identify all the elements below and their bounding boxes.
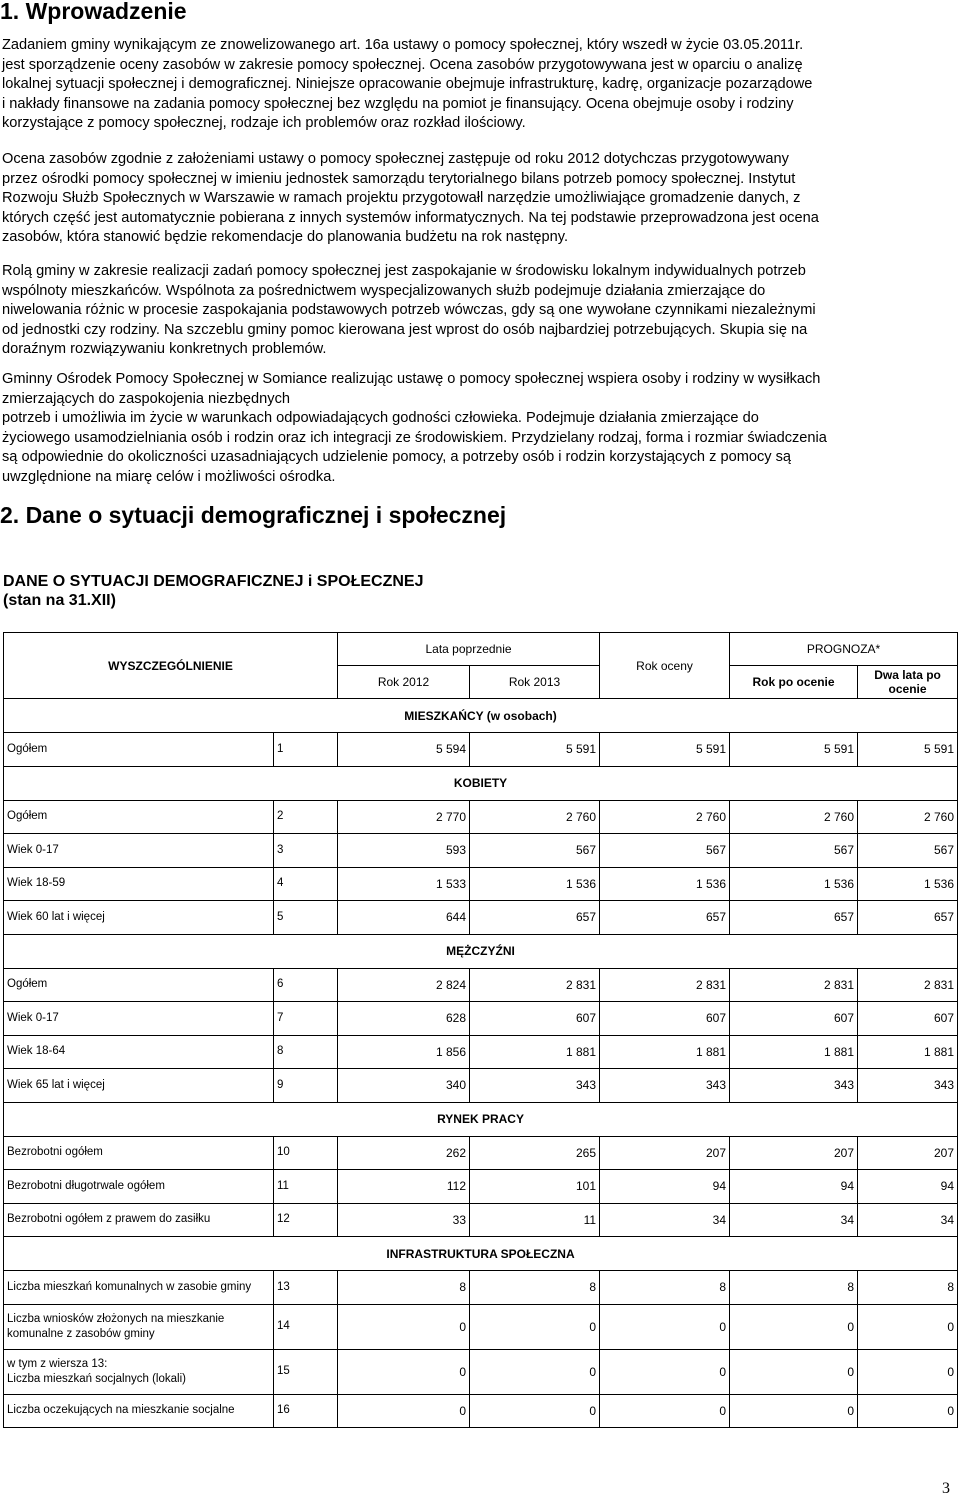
row-label-line: Liczba wniosków złożonych na mieszkanie: [7, 1312, 225, 1325]
row-number: 5: [274, 901, 338, 935]
text-line: których część jest automatycznie pobierana z innych systemów informatycznych. Na tej podstawie przeprowadzona jest ocena: [2, 209, 819, 226]
value-cell: 0: [730, 1349, 858, 1394]
table-row: [4, 968, 958, 1002]
value-cell: 112: [338, 1170, 470, 1204]
value-cell: 0: [470, 1304, 600, 1349]
intro-paragraph-2: [2, 150, 954, 248]
value-cell: 657: [470, 901, 600, 935]
header-rok-po-ocenie: Rok po ocenie: [730, 666, 858, 699]
row-label-line: Bezrobotni ogółem: [7, 1146, 103, 1159]
section-row: [4, 1102, 958, 1136]
header-prognoza: PROGNOZA*: [730, 633, 958, 666]
value-cell: 33: [338, 1203, 470, 1237]
header-wyszczegolnienie: WYSZCZEGÓLNIENIE: [4, 633, 338, 699]
value-cell: 607: [600, 1002, 730, 1036]
value-cell: 0: [600, 1349, 730, 1394]
value-cell: 0: [858, 1349, 958, 1394]
value-cell: 265: [470, 1136, 600, 1170]
row-number: 3: [274, 834, 338, 868]
demographic-table: [3, 632, 958, 1428]
table-row: [4, 1002, 958, 1036]
text-line: Rozwoju Służb Społecznych w Warszawie w ramach projektu przygotowałl narzędzie umożliwiające gromadzenie danych, z: [2, 190, 801, 207]
row-label-line: Ogółem: [7, 742, 48, 755]
value-cell: 657: [858, 901, 958, 935]
row-label-line: w tym z wiersza 13:: [7, 1357, 108, 1370]
value-cell: 0: [338, 1394, 470, 1428]
row-label: [4, 1349, 274, 1394]
value-cell: 2 770: [338, 800, 470, 834]
value-cell: 1 881: [600, 1035, 730, 1069]
header-rok-oceny: Rok oceny: [600, 633, 730, 699]
value-cell: 34: [600, 1203, 730, 1237]
table-row: [4, 901, 958, 935]
value-cell: 262: [338, 1136, 470, 1170]
section-title: MIESZKAŃCY (w osobach): [4, 699, 958, 733]
text-line: zasobów, która stanowić będzie rekomendacje do planowania budżetu na rok następny.: [2, 229, 568, 246]
value-cell: 657: [730, 901, 858, 935]
table-row: [4, 867, 958, 901]
row-label-line: Liczba oczekujących na mieszkanie socjalne: [7, 1404, 235, 1417]
row-number: 1: [274, 733, 338, 767]
row-label: [4, 901, 274, 935]
value-cell: 207: [730, 1136, 858, 1170]
row-label: [4, 1304, 274, 1349]
value-cell: 0: [470, 1394, 600, 1428]
value-cell: 8: [730, 1271, 858, 1305]
section-1-heading: 1. Wprowadzenie: [0, 0, 187, 24]
value-cell: 8: [470, 1271, 600, 1305]
value-cell: 1 533: [338, 867, 470, 901]
value-cell: 34: [858, 1203, 958, 1237]
value-cell: 0: [600, 1394, 730, 1428]
text-line: Rolą gminy w zakresie realizacji zadań pomocy społecznej jest zaspokajanie w środowisku lokalnym indywidualnych potrzeb: [2, 263, 806, 279]
row-label: [4, 1394, 274, 1428]
value-cell: 567: [730, 834, 858, 868]
row-number: 11: [274, 1170, 338, 1204]
text-line: Zadaniem gminy wynikającym ze znowelizowanego art. 16a ustawy o pomocy społecznej, który wszedł w życie 03.05.2011r.: [2, 37, 804, 53]
row-number: 7: [274, 1002, 338, 1036]
row-label: [4, 1035, 274, 1069]
value-cell: 567: [470, 834, 600, 868]
value-cell: 343: [600, 1069, 730, 1103]
value-cell: 1 856: [338, 1035, 470, 1069]
row-label-line: Bezrobotni długotrwale ogółem: [7, 1179, 165, 1192]
section-2-heading: 2. Dane o sytuacji demograficznej i społecznej: [0, 502, 507, 528]
row-number: 14: [274, 1304, 338, 1349]
table-row: [4, 834, 958, 868]
table-row: [4, 1203, 958, 1237]
text-line: lokalnej sytuacji społecznej i demograficznej. Niniejsze opracowanie obejmuje infrastrukturę, kadrę, organizacje pozarządowe: [2, 76, 813, 93]
row-label-line: Wiek 0-17: [7, 1011, 59, 1024]
intro-paragraph-4: [2, 370, 954, 488]
value-cell: 2 831: [600, 968, 730, 1002]
section-title: INFRASTRUKTURA SPOŁECZNA: [4, 1237, 958, 1271]
value-cell: 593: [338, 834, 470, 868]
row-label: [4, 867, 274, 901]
value-cell: 0: [338, 1349, 470, 1394]
text-line: są odpowiednie do okoliczności uzasadniających udzielenie pomocy, a potrzeby osób i rodzin korzystających z pomocy są: [2, 449, 792, 466]
value-cell: 5 594: [338, 733, 470, 767]
value-cell: 2 831: [470, 968, 600, 1002]
row-label-line: Liczba mieszkań socjalnych (lokali): [7, 1372, 186, 1385]
row-label: [4, 968, 274, 1002]
row-number: 16: [274, 1394, 338, 1428]
value-cell: 607: [470, 1002, 600, 1036]
table-row: [4, 1069, 958, 1103]
section-row: [4, 766, 958, 800]
row-label-line: Wiek 0-17: [7, 843, 59, 856]
value-cell: 94: [730, 1170, 858, 1204]
value-cell: 11: [470, 1203, 600, 1237]
row-label: [4, 1170, 274, 1204]
table-row: [4, 800, 958, 834]
value-cell: 343: [730, 1069, 858, 1103]
text-line: wspólnoty mieszkańców. Wspólnota za pośrednictwem wyspecjalizowanych służb podejmuje działania zmierzające do: [2, 282, 766, 299]
row-number: 2: [274, 800, 338, 834]
row-label: [4, 1069, 274, 1103]
value-cell: 644: [338, 901, 470, 935]
row-number: 6: [274, 968, 338, 1002]
value-cell: 1 536: [470, 867, 600, 901]
text-line: jest sporządzenie oceny zasobów w zakresie pomocy społecznej. Ocena zasobów przygotowywana jest w oparciu o analizę: [2, 56, 803, 73]
value-cell: 657: [600, 901, 730, 935]
value-cell: 94: [858, 1170, 958, 1204]
value-cell: 34: [730, 1203, 858, 1237]
header-rok-2013: Rok 2013: [470, 666, 600, 699]
text-line: Gminny Ośrodek Pomocy Społecznej w Somiance realizując ustawę o pomocy społecznej wspiera osoby i rodziny w wysiłkach: [2, 371, 821, 387]
row-label-line: Ogółem: [7, 978, 48, 991]
value-cell: 0: [338, 1304, 470, 1349]
text-line: od jednostki czy rodziny. Na szczeblu gminy pomoc kierowana jest wprost do osób najbardziej potrzebujących. Skupia się na: [2, 321, 808, 338]
table-row: [4, 1271, 958, 1305]
section-title: RYNEK PRACY: [4, 1102, 958, 1136]
text-line: zmierzających do zaspokojenia niezbędnych: [2, 390, 290, 407]
value-cell: 8: [858, 1271, 958, 1305]
value-cell: 5 591: [858, 733, 958, 767]
value-cell: 343: [858, 1069, 958, 1103]
value-cell: 2 760: [730, 800, 858, 834]
row-number: 9: [274, 1069, 338, 1103]
header-rok-2012: Rok 2012: [338, 666, 470, 699]
value-cell: 2 824: [338, 968, 470, 1002]
header-lata-poprzednie: Lata poprzednie: [338, 633, 600, 666]
row-number: 4: [274, 867, 338, 901]
value-cell: 101: [470, 1170, 600, 1204]
value-cell: 343: [470, 1069, 600, 1103]
table-row: [4, 733, 958, 767]
table-title: [3, 572, 424, 610]
value-cell: 207: [858, 1136, 958, 1170]
value-cell: 1 881: [730, 1035, 858, 1069]
value-cell: 94: [600, 1170, 730, 1204]
section-row: [4, 934, 958, 968]
value-cell: 340: [338, 1069, 470, 1103]
section-row: [4, 1237, 958, 1271]
value-cell: 1 536: [600, 867, 730, 901]
row-number: 15: [274, 1349, 338, 1394]
row-label: [4, 733, 274, 767]
row-label-line: komunalne z zasobów gminy: [7, 1327, 155, 1340]
section-title: MĘŻCZYŹNI: [4, 934, 958, 968]
row-label-line: Bezrobotni ogółem z prawem do zasiłku: [7, 1213, 211, 1226]
section-row: [4, 699, 958, 733]
row-label-line: Liczba mieszkań komunalnych w zasobie gminy: [7, 1280, 252, 1293]
row-label-line: Ogółem: [7, 810, 48, 823]
row-label: [4, 834, 274, 868]
text-line: doraźnym rozwiązywaniu konkretnych problemów.: [2, 341, 327, 358]
text-line: przez ośrodki pomocy społecznej w imieniu jednostek samorządu terytorialnego bilans potrzeb pomocy społecznej. Instytut: [2, 170, 796, 187]
value-cell: 8: [600, 1271, 730, 1305]
value-cell: 5 591: [730, 733, 858, 767]
value-cell: 567: [858, 834, 958, 868]
table-title-date: (stan na 31.XII): [3, 592, 116, 609]
value-cell: 0: [730, 1304, 858, 1349]
row-label: [4, 1271, 274, 1305]
section-title: KOBIETY: [4, 766, 958, 800]
row-label-line: Wiek 18-64: [7, 1045, 66, 1058]
row-label: [4, 1136, 274, 1170]
row-label-line: Wiek 60 lat i więcej: [7, 910, 105, 923]
row-number: 12: [274, 1203, 338, 1237]
intro-paragraph-3: [2, 262, 954, 360]
header-dwa-lata-po-ocenie: Dwa lata po ocenie: [858, 666, 958, 699]
value-cell: 2 831: [730, 968, 858, 1002]
value-cell: 207: [600, 1136, 730, 1170]
value-cell: 567: [600, 834, 730, 868]
value-cell: 628: [338, 1002, 470, 1036]
value-cell: 2 760: [470, 800, 600, 834]
table-row: [4, 1136, 958, 1170]
row-label: [4, 1203, 274, 1237]
value-cell: 8: [338, 1271, 470, 1305]
row-number: 13: [274, 1271, 338, 1305]
table-row: [4, 1304, 958, 1349]
row-number: 10: [274, 1136, 338, 1170]
value-cell: 1 881: [470, 1035, 600, 1069]
table-row: [4, 1349, 958, 1394]
text-line: niwelowania różnic w procesie zaspokajania podstawowych potrzeb wówczas, gdy są one wywołane czynnikami niezależnymi: [2, 302, 816, 319]
row-label: [4, 800, 274, 834]
value-cell: 2 760: [858, 800, 958, 834]
value-cell: 2 831: [858, 968, 958, 1002]
value-cell: 1 536: [730, 867, 858, 901]
text-line: korzystające z pomocy społecznej, rodzaje ich problemów oraz rozkład ilościowy.: [2, 115, 526, 132]
text-line: uwzględnione na miarę celów i możliwości ośrodka.: [2, 468, 336, 485]
value-cell: 2 760: [600, 800, 730, 834]
intro-paragraph-1: [2, 36, 954, 134]
value-cell: 607: [858, 1002, 958, 1036]
value-cell: 607: [730, 1002, 858, 1036]
value-cell: 0: [858, 1394, 958, 1428]
text-line: Ocena zasobów zgodnie z założeniami ustawy o pomocy społecznej zastępuje od roku 2012 dotychczas przygotowywany: [2, 151, 789, 167]
value-cell: 5 591: [600, 733, 730, 767]
row-label-line: Wiek 65 lat i więcej: [7, 1078, 105, 1091]
value-cell: 0: [858, 1304, 958, 1349]
value-cell: 5 591: [470, 733, 600, 767]
table-row: [4, 1035, 958, 1069]
value-cell: 0: [730, 1394, 858, 1428]
text-line: i nakłady finansowe na zadania pomocy społecznej bez względu na pomiot je finansujący. Ocena obejmuje osoby i rodziny: [2, 95, 794, 112]
row-number: 8: [274, 1035, 338, 1069]
row-label: [4, 1002, 274, 1036]
value-cell: 0: [600, 1304, 730, 1349]
value-cell: 1 881: [858, 1035, 958, 1069]
page-number: 3: [942, 1480, 950, 1497]
table-row: [4, 1170, 958, 1204]
value-cell: 0: [470, 1349, 600, 1394]
text-line: życiowego usamodzielniania osób i rodzin oraz ich integracji ze środowiskiem. Przydzielany rodzaj, forma i rozmiar świadczenia: [2, 429, 827, 446]
value-cell: 1 536: [858, 867, 958, 901]
row-label-line: Wiek 18-59: [7, 877, 66, 890]
table-row: [4, 1394, 958, 1428]
table-title-line: DANE O SYTUACJI DEMOGRAFICZNEJ i SPOŁECZNEJ: [3, 573, 424, 590]
text-line: potrzeb i umożliwia im życie w warunkach odpowiadających godności człowieka. Podejmuje działania zmierzające do: [2, 410, 759, 427]
